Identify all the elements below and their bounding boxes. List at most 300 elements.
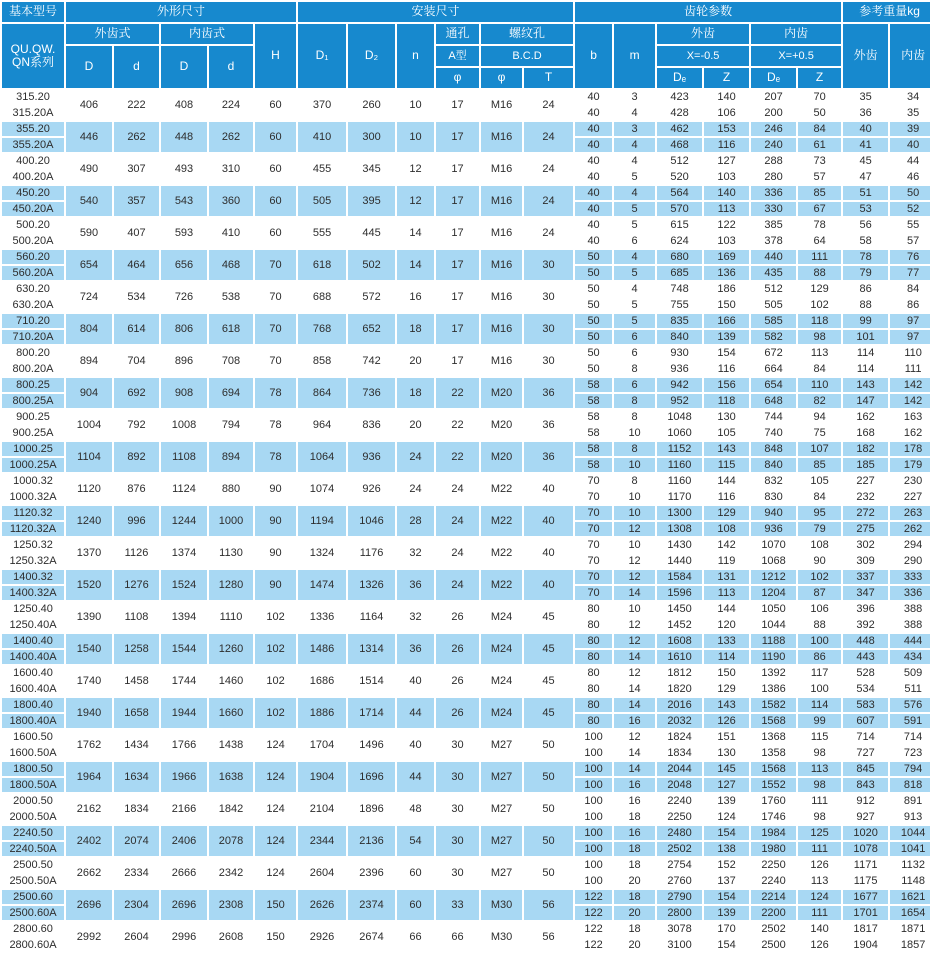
model-cell: 2240.50A	[1, 841, 65, 857]
install-cell: 2674	[347, 921, 396, 953]
table-row	[1, 89, 930, 105]
gear-cell: 100	[574, 729, 613, 745]
gear-cell: 58	[574, 441, 613, 457]
series-line2: QN系列	[11, 55, 54, 69]
gear-cell: 280	[750, 169, 797, 185]
gear-cell: 227	[889, 489, 930, 505]
gear-cell: 45	[842, 153, 889, 169]
gear-cell: 122	[703, 217, 750, 233]
gear-cell: 79	[797, 521, 842, 537]
install-cell: 40	[523, 505, 574, 537]
gear-cell: 942	[656, 377, 703, 393]
gear-cell: 435	[750, 265, 797, 281]
header-bcd: B.C.D	[480, 45, 574, 67]
gear-cell: 124	[797, 889, 842, 905]
model-cell: 2240.50	[1, 825, 65, 841]
header-col-d-int: d	[208, 45, 254, 89]
install-cell: 395	[347, 185, 396, 217]
gear-cell: 6	[613, 377, 656, 393]
install-cell: 26	[435, 633, 480, 665]
install-cell: 1336	[297, 601, 347, 633]
gear-cell: 1368	[750, 729, 797, 745]
gear-cell: 1078	[842, 841, 889, 857]
model-cell: 355.20A	[1, 137, 65, 153]
gear-cell: 80	[574, 617, 613, 633]
dim-cell: 70	[254, 281, 297, 313]
install-cell: 768	[297, 313, 347, 345]
gear-cell: 1824	[656, 729, 703, 745]
gear-cell: 50	[574, 281, 613, 297]
gear-cell: 1677	[842, 889, 889, 905]
gear-cell: 891	[889, 793, 930, 809]
gear-cell: 6	[613, 233, 656, 249]
install-cell: 24	[435, 537, 480, 569]
gear-cell: 830	[750, 489, 797, 505]
install-cell: 2626	[297, 889, 347, 921]
gear-cell: 227	[842, 473, 889, 489]
gear-cell: 685	[656, 265, 703, 281]
gear-cell: 70	[574, 553, 613, 569]
gear-cell: 185	[842, 457, 889, 473]
dim-cell: 60	[254, 121, 297, 153]
dim-cell: 1240	[65, 505, 113, 537]
header-col-D1: D₁	[297, 23, 347, 89]
gear-cell: 564	[656, 185, 703, 201]
gear-cell: 156	[703, 377, 750, 393]
dim-cell: 534	[113, 281, 160, 313]
dim-cell: 894	[65, 345, 113, 377]
gear-cell: 80	[574, 665, 613, 681]
table-row	[1, 761, 930, 777]
gear-cell: 444	[889, 633, 930, 649]
gear-cell: 1746	[750, 809, 797, 825]
dim-cell: 102	[254, 601, 297, 633]
gear-cell: 100	[574, 841, 613, 857]
install-cell: 24	[435, 505, 480, 537]
model-cell: 1250.40	[1, 601, 65, 617]
model-cell: 1000.32A	[1, 489, 65, 505]
header-outline-dims: 外形尺寸	[65, 1, 297, 23]
dim-cell: 60	[254, 217, 297, 249]
install-cell: 30	[435, 857, 480, 889]
gear-cell: 744	[750, 409, 797, 425]
install-cell: M24	[480, 665, 523, 697]
install-cell: 44	[396, 697, 435, 729]
gear-cell: 624	[656, 233, 703, 249]
gear-cell: 1452	[656, 617, 703, 633]
install-cell: M16	[480, 89, 523, 121]
gear-cell: 448	[842, 633, 889, 649]
table-row	[1, 665, 930, 681]
dim-cell: 618	[208, 313, 254, 345]
header-threaded-hole: 螺纹孔	[480, 23, 574, 45]
gear-cell: 100	[574, 745, 613, 761]
gear-cell: 127	[703, 777, 750, 793]
install-cell: M20	[480, 409, 523, 441]
dim-cell: 2308	[208, 889, 254, 921]
dim-cell: 1660	[208, 697, 254, 729]
gear-cell: 154	[703, 825, 750, 841]
gear-cell: 84	[889, 281, 930, 297]
gear-cell: 1160	[656, 457, 703, 473]
model-cell: 1800.50	[1, 761, 65, 777]
table-row	[1, 153, 930, 169]
dim-cell: 540	[65, 185, 113, 217]
gear-cell: 509	[889, 665, 930, 681]
install-cell: 10	[396, 89, 435, 121]
install-cell: 30	[435, 729, 480, 761]
gear-cell: 2754	[656, 857, 703, 873]
install-cell: M27	[480, 729, 523, 761]
table-row	[1, 473, 930, 489]
dim-cell: 792	[113, 409, 160, 441]
install-cell: 2344	[297, 825, 347, 857]
install-cell: 18	[396, 377, 435, 409]
dim-cell: 70	[254, 249, 297, 281]
gear-cell: 76	[889, 249, 930, 265]
gear-cell: 232	[842, 489, 889, 505]
model-cell: 800.20A	[1, 361, 65, 377]
table-row	[1, 249, 930, 265]
install-cell: 24	[396, 473, 435, 505]
gear-cell: 179	[889, 457, 930, 473]
dim-cell: 654	[65, 249, 113, 281]
gear-cell: 5	[613, 297, 656, 313]
gear-cell: 140	[703, 185, 750, 201]
gear-cell: 50	[574, 249, 613, 265]
gear-cell: 3100	[656, 937, 703, 953]
gear-cell: 936	[750, 521, 797, 537]
gear-cell: 1170	[656, 489, 703, 505]
gear-cell: 70	[574, 585, 613, 601]
gear-cell: 95	[797, 505, 842, 521]
dim-cell: 1458	[113, 665, 160, 697]
gear-cell: 302	[842, 537, 889, 553]
install-cell: 24	[435, 569, 480, 601]
gear-cell: 87	[797, 585, 842, 601]
dim-cell: 124	[254, 825, 297, 857]
install-cell: 24	[523, 185, 574, 217]
table-row	[1, 889, 930, 905]
table-row	[1, 505, 930, 521]
model-cell: 2500.50A	[1, 873, 65, 889]
gear-cell: 40	[574, 169, 613, 185]
gear-cell: 20	[613, 937, 656, 953]
gear-cell: 680	[656, 249, 703, 265]
gear-cell: 1980	[750, 841, 797, 857]
gear-cell: 1048	[656, 409, 703, 425]
dim-cell: 2996	[160, 921, 208, 953]
dim-cell: 1008	[160, 409, 208, 441]
gear-cell: 145	[703, 761, 750, 777]
dim-cell: 90	[254, 537, 297, 569]
model-cell: 1400.40	[1, 633, 65, 649]
gear-cell: 18	[613, 809, 656, 825]
gear-cell: 142	[889, 393, 930, 409]
dim-cell: 1638	[208, 761, 254, 793]
gear-cell: 832	[750, 473, 797, 489]
install-cell: 742	[347, 345, 396, 377]
dim-cell: 493	[160, 153, 208, 185]
gear-cell: 50	[797, 105, 842, 121]
dim-cell: 310	[208, 153, 254, 185]
gear-cell: 51	[842, 185, 889, 201]
gear-cell: 1358	[750, 745, 797, 761]
gear-cell: 848	[750, 441, 797, 457]
model-cell: 900.25	[1, 409, 65, 425]
install-cell: 32	[396, 601, 435, 633]
gear-cell: 124	[703, 809, 750, 825]
model-cell: 1600.40	[1, 665, 65, 681]
dim-cell: 894	[208, 441, 254, 473]
dim-cell: 1000	[208, 505, 254, 537]
model-cell: 1120.32A	[1, 521, 65, 537]
gear-cell: 18	[613, 857, 656, 873]
header-a-type: A型	[435, 45, 480, 67]
gear-cell: 100	[574, 857, 613, 873]
gear-cell: 101	[842, 329, 889, 345]
gear-cell: 129	[703, 505, 750, 521]
install-cell: 17	[435, 89, 480, 121]
gear-cell: 88	[842, 297, 889, 313]
install-cell: 502	[347, 249, 396, 281]
gear-cell: 98	[797, 809, 842, 825]
model-cell: 630.20	[1, 281, 65, 297]
dim-cell: 538	[208, 281, 254, 313]
gear-cell: 1610	[656, 649, 703, 665]
model-cell: 1000.25A	[1, 457, 65, 473]
gear-cell: 100	[574, 793, 613, 809]
gear-cell: 61	[797, 137, 842, 153]
table-row	[1, 441, 930, 457]
gear-cell: 98	[797, 329, 842, 345]
install-cell: 54	[396, 825, 435, 857]
install-cell: 45	[523, 601, 574, 633]
model-cell: 2000.50A	[1, 809, 65, 825]
dim-cell: 448	[160, 121, 208, 153]
install-cell: 40	[523, 569, 574, 601]
gear-cell: 106	[797, 601, 842, 617]
model-cell: 1800.50A	[1, 777, 65, 793]
dim-cell: 1244	[160, 505, 208, 537]
gear-cell: 40	[889, 137, 930, 153]
gear-cell: 8	[613, 393, 656, 409]
gear-cell: 111	[889, 361, 930, 377]
gear-cell: 122	[574, 905, 613, 921]
gear-cell: 58	[574, 425, 613, 441]
gear-cell: 113	[797, 345, 842, 361]
gear-cell: 162	[842, 409, 889, 425]
table-row	[1, 921, 930, 937]
gear-cell: 740	[750, 425, 797, 441]
dim-cell: 1944	[160, 697, 208, 729]
model-cell: 1400.32A	[1, 585, 65, 601]
dim-cell: 60	[254, 89, 297, 121]
dim-cell: 307	[113, 153, 160, 185]
gear-cell: 388	[889, 601, 930, 617]
dim-cell: 2696	[65, 889, 113, 921]
gear-cell: 1188	[750, 633, 797, 649]
install-cell: 36	[523, 409, 574, 441]
gear-cell: 1068	[750, 553, 797, 569]
gear-cell: 2480	[656, 825, 703, 841]
gear-cell: 952	[656, 393, 703, 409]
dim-cell: 1120	[65, 473, 113, 505]
gear-cell: 163	[889, 409, 930, 425]
gear-cell: 1020	[842, 825, 889, 841]
gear-cell: 80	[574, 681, 613, 697]
install-cell: 56	[523, 889, 574, 921]
gear-cell: 84	[797, 489, 842, 505]
model-cell: 500.20	[1, 217, 65, 233]
install-cell: 24	[523, 121, 574, 153]
gear-cell: 40	[574, 185, 613, 201]
dim-cell: 2078	[208, 825, 254, 857]
install-cell: 17	[435, 345, 480, 377]
gear-cell: 143	[703, 441, 750, 457]
gear-cell: 2048	[656, 777, 703, 793]
install-cell: 1194	[297, 505, 347, 537]
gear-cell: 12	[613, 569, 656, 585]
dim-cell: 1130	[208, 537, 254, 569]
dim-cell: 60	[254, 153, 297, 185]
dim-cell: 1524	[160, 569, 208, 601]
dim-cell: 1108	[113, 601, 160, 633]
install-cell: M24	[480, 697, 523, 729]
model-cell: 1000.32	[1, 473, 65, 489]
gear-cell: 912	[842, 793, 889, 809]
install-cell: 410	[297, 121, 347, 153]
gear-cell: 468	[656, 137, 703, 153]
model-cell: 900.25A	[1, 425, 65, 441]
gear-cell: 1152	[656, 441, 703, 457]
gear-cell: 142	[889, 377, 930, 393]
dim-cell: 896	[160, 345, 208, 377]
install-cell: M16	[480, 121, 523, 153]
gear-cell: 14	[613, 697, 656, 713]
gear-cell: 58	[574, 393, 613, 409]
gear-cell: 1568	[750, 761, 797, 777]
gear-cell: 1044	[750, 617, 797, 633]
model-cell: 450.20A	[1, 201, 65, 217]
install-cell: 1326	[347, 569, 396, 601]
model-cell: 1250.32	[1, 537, 65, 553]
gear-cell: 672	[750, 345, 797, 361]
gear-cell: 110	[889, 345, 930, 361]
gear-cell: 1834	[656, 745, 703, 761]
install-cell: 22	[435, 441, 480, 473]
gear-cell: 110	[797, 377, 842, 393]
gear-cell: 2240	[656, 793, 703, 809]
install-cell: M27	[480, 825, 523, 857]
gear-cell: 140	[703, 89, 750, 105]
dim-cell: 407	[113, 217, 160, 249]
gear-cell: 152	[703, 857, 750, 873]
dim-cell: 1390	[65, 601, 113, 633]
install-cell: 12	[396, 153, 435, 185]
dim-cell: 102	[254, 697, 297, 729]
dim-cell: 590	[65, 217, 113, 249]
gear-cell: 336	[750, 185, 797, 201]
gear-cell: 50	[574, 329, 613, 345]
dim-cell: 1964	[65, 761, 113, 793]
gear-cell: 153	[703, 121, 750, 137]
header-col-De-int: Dₑ	[750, 67, 797, 89]
gear-cell: 723	[889, 745, 930, 761]
model-cell: 560.20	[1, 249, 65, 265]
gear-cell: 14	[613, 585, 656, 601]
install-cell: 45	[523, 633, 574, 665]
gear-cell: 388	[889, 617, 930, 633]
dim-cell: 150	[254, 921, 297, 953]
header-col-d-ext: d	[113, 45, 160, 89]
dim-cell: 2166	[160, 793, 208, 825]
install-cell: 36	[523, 377, 574, 409]
model-cell: 1800.40A	[1, 713, 65, 729]
install-cell: M24	[480, 601, 523, 633]
gear-cell: 133	[703, 633, 750, 649]
install-cell: 56	[523, 921, 574, 953]
dim-cell: 692	[113, 377, 160, 409]
install-cell: 20	[396, 409, 435, 441]
gear-cell: 178	[889, 441, 930, 457]
gear-cell: 70	[574, 473, 613, 489]
install-cell: 30	[523, 313, 574, 345]
gear-cell: 940	[750, 505, 797, 521]
dim-cell: 908	[160, 377, 208, 409]
gear-cell: 50	[574, 313, 613, 329]
gear-cell: 16	[613, 777, 656, 793]
gear-cell: 1820	[656, 681, 703, 697]
install-cell: M22	[480, 537, 523, 569]
gear-cell: 113	[797, 761, 842, 777]
gear-cell: 3	[613, 89, 656, 105]
dim-cell: 446	[65, 121, 113, 153]
gear-cell: 1871	[889, 921, 930, 937]
gear-cell: 114	[703, 649, 750, 665]
gear-cell: 36	[842, 105, 889, 121]
install-cell: 20	[396, 345, 435, 377]
gear-cell: 1060	[656, 425, 703, 441]
gear-cell: 2250	[750, 857, 797, 873]
gear-cell: 127	[703, 153, 750, 169]
install-cell: 24	[523, 217, 574, 249]
gear-cell: 50	[574, 345, 613, 361]
gear-cell: 664	[750, 361, 797, 377]
dim-cell: 593	[160, 217, 208, 249]
gear-cell: 512	[750, 281, 797, 297]
install-cell: M20	[480, 441, 523, 473]
gear-cell: 10	[613, 425, 656, 441]
install-cell: 2136	[347, 825, 396, 857]
gear-cell: 4	[613, 153, 656, 169]
install-cell: 688	[297, 281, 347, 313]
gear-cell: 440	[750, 249, 797, 265]
table-row	[1, 217, 930, 233]
dim-cell: 410	[208, 217, 254, 249]
dim-cell: 704	[113, 345, 160, 377]
gear-cell: 102	[797, 297, 842, 313]
gear-cell: 2760	[656, 873, 703, 889]
gear-cell: 2240	[750, 873, 797, 889]
gear-cell: 936	[656, 361, 703, 377]
model-cell: 630.20A	[1, 297, 65, 313]
table-body	[1, 89, 930, 953]
gear-cell: 113	[703, 201, 750, 217]
gear-cell: 154	[703, 937, 750, 953]
gear-cell: 10	[613, 457, 656, 473]
dim-cell: 1126	[113, 537, 160, 569]
